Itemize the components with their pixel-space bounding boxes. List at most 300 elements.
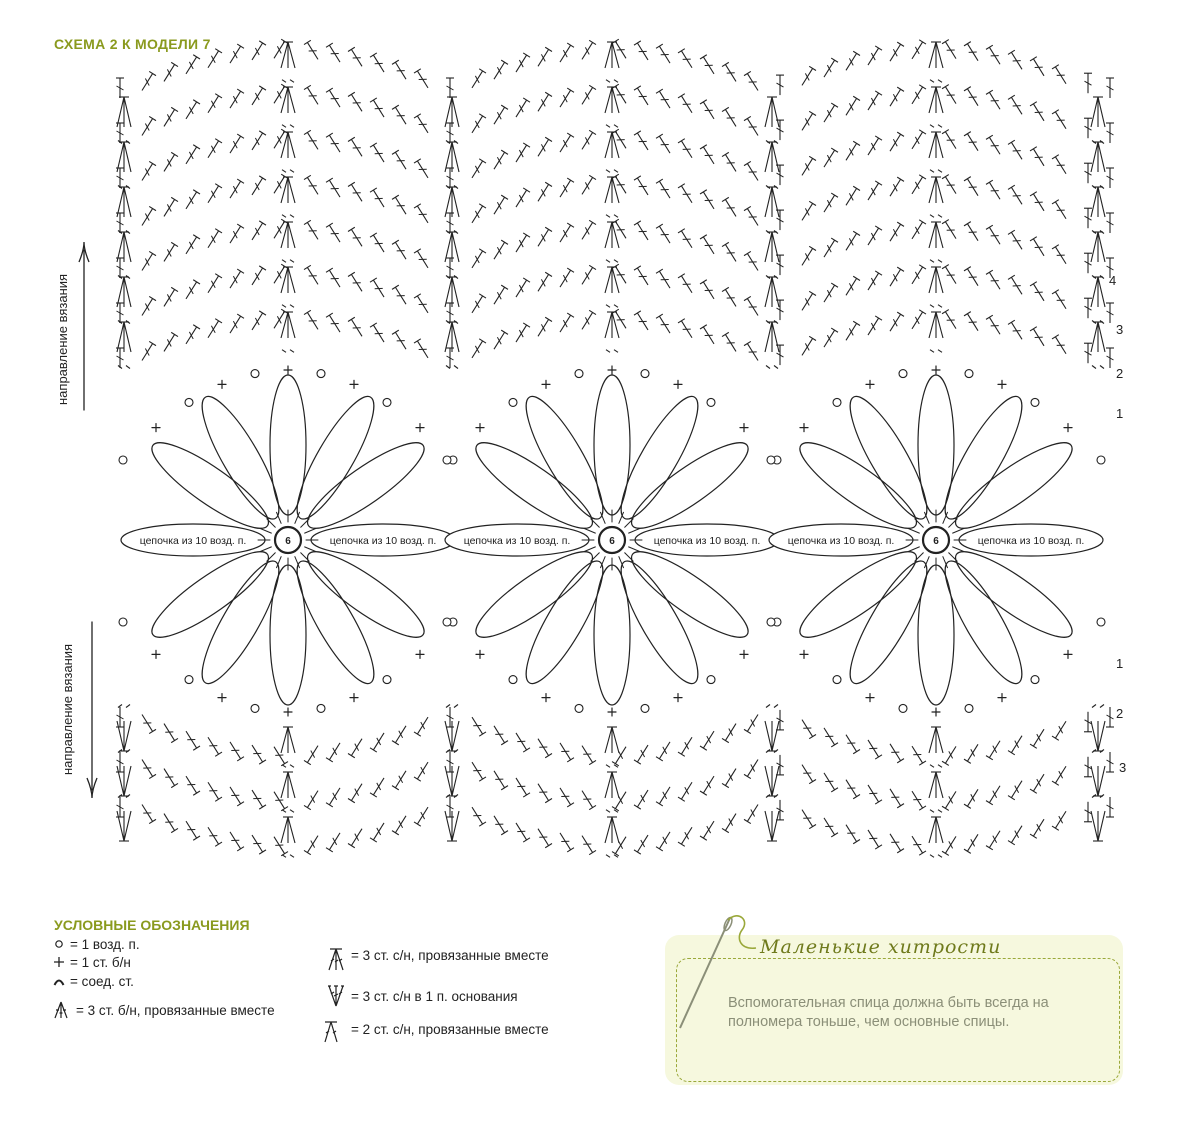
double-crochet (414, 249, 428, 268)
double-crochet (1030, 57, 1044, 76)
double-crochet (722, 107, 736, 126)
row-number-top-1: 1 (1116, 406, 1124, 421)
double-crochet (186, 190, 200, 209)
double-crochet (964, 42, 978, 61)
double-crochet (942, 791, 956, 810)
double-crochet (304, 40, 318, 59)
chain-stitch (899, 370, 907, 378)
double-crochet (348, 829, 362, 848)
double-crochet (1084, 118, 1092, 138)
double-crochet (560, 268, 574, 287)
double-crochet (964, 312, 978, 331)
flower-petal (270, 565, 306, 705)
double-crochet (538, 92, 552, 111)
row-number-top-3: 3 (1116, 322, 1124, 337)
double-crochet (776, 165, 784, 185)
flower-petal (838, 388, 939, 527)
double-crochet (634, 41, 648, 60)
double-crochet (1084, 343, 1092, 363)
double-crochet (142, 251, 156, 270)
double-crochet (744, 715, 758, 734)
double-crochet (890, 222, 904, 241)
single-crochet-icon (52, 955, 66, 969)
chain-stitch (767, 618, 775, 626)
double-crochet (1030, 282, 1044, 301)
double-crochet (612, 747, 626, 766)
double-crochet (912, 130, 926, 149)
double-crochet (656, 89, 670, 108)
double-crochet (414, 69, 428, 88)
ring-stitch (260, 547, 271, 552)
double-crochet (722, 287, 736, 306)
double-crochet (164, 814, 178, 833)
flower-petal (594, 375, 630, 515)
double-crochet (494, 285, 508, 304)
double-crochet (560, 133, 574, 152)
stitch-cluster (445, 795, 459, 842)
stitch-cluster (1091, 277, 1105, 324)
double-crochet (392, 150, 406, 169)
chain-stitch (383, 676, 391, 684)
double-crochet (446, 168, 454, 188)
double-crochet (370, 98, 384, 117)
double-crochet (722, 152, 736, 171)
double-crochet (1008, 826, 1022, 845)
double-crochet (700, 190, 714, 209)
double-crochet (890, 744, 904, 763)
stitch-cluster (605, 132, 619, 172)
double-crochet (612, 792, 626, 811)
double-crochet (1008, 50, 1022, 69)
double-crochet (846, 276, 860, 295)
stitch-cluster (1091, 750, 1105, 797)
legend-slip: = соед. ст. (70, 974, 134, 989)
double-crochet (230, 787, 244, 806)
double-crochet (142, 116, 156, 135)
double-crochet (678, 139, 692, 158)
double-crochet (164, 287, 178, 306)
double-crochet (414, 717, 428, 736)
double-crochet (516, 98, 530, 117)
double-crochet (392, 771, 406, 790)
stitch-cluster (445, 187, 459, 234)
double-crochet (986, 315, 1000, 334)
flower-petal (285, 553, 386, 692)
double-crochet (942, 310, 956, 329)
double-crochet (186, 145, 200, 164)
double-crochet (472, 762, 486, 781)
chain-stitch (641, 704, 649, 712)
center-number: 6 (285, 536, 291, 547)
chain-stitch (833, 398, 841, 406)
double-crochet (890, 42, 904, 61)
double-crochet (700, 100, 714, 119)
stitch-cluster (605, 87, 619, 127)
double-crochet (186, 776, 200, 795)
stitch-cluster (605, 42, 619, 82)
double-crochet (446, 78, 454, 98)
stitch-cluster (929, 727, 943, 767)
chain-loop-label-right: цепочка из 10 возд. п. (977, 535, 1085, 547)
double-crochet (326, 43, 340, 62)
stitch-cluster (765, 322, 779, 369)
double-crochet (890, 267, 904, 286)
double-crochet (252, 745, 266, 764)
double-crochet (1084, 253, 1092, 273)
double-crochet (230, 44, 244, 63)
double-crochet (912, 175, 926, 194)
double-crochet (1052, 155, 1066, 174)
stitch-cluster (281, 177, 295, 217)
double-crochet (186, 325, 200, 344)
double-crochet (392, 105, 406, 124)
double-crochet (472, 807, 486, 826)
double-crochet (1106, 213, 1114, 233)
stitch-cluster (765, 232, 779, 279)
double-crochet (472, 294, 486, 313)
double-crochet (142, 296, 156, 315)
ring-stitch (908, 547, 919, 552)
double-crochet (560, 743, 574, 762)
stitch-cluster (605, 222, 619, 262)
dc3tog-icon (325, 946, 347, 974)
stitch-cluster (929, 87, 943, 127)
double-crochet (304, 836, 318, 855)
double-crochet (516, 733, 530, 752)
double-crochet (348, 137, 362, 156)
row-number-bottom-1: 1 (1116, 656, 1124, 671)
double-crochet (414, 294, 428, 313)
double-crochet (912, 310, 926, 329)
double-crochet (634, 266, 648, 285)
double-crochet (348, 739, 362, 758)
chain-stitch (119, 618, 127, 626)
double-crochet (370, 143, 384, 162)
legend-sc3tog: = 3 ст. б/н, провязанные вместе (76, 1003, 275, 1018)
double-crochet (348, 92, 362, 111)
stitch-cluster (605, 312, 619, 352)
double-crochet (472, 114, 486, 133)
double-crochet (1084, 298, 1092, 318)
double-crochet (326, 178, 340, 197)
chain-stitch (1097, 618, 1105, 626)
double-crochet (1106, 797, 1114, 817)
double-crochet (744, 296, 758, 315)
stitch-cluster (117, 795, 131, 842)
double-crochet (538, 739, 552, 758)
double-crochet (1008, 95, 1022, 114)
double-crochet (208, 184, 222, 203)
double-crochet (326, 223, 340, 242)
double-crochet (142, 760, 156, 779)
double-crochet (1030, 102, 1044, 121)
double-crochet (634, 86, 648, 105)
double-crochet (472, 339, 486, 358)
double-crochet (274, 747, 288, 766)
chain-stitch (251, 370, 259, 378)
double-crochet (1106, 168, 1114, 188)
double-crochet (142, 715, 156, 734)
double-crochet (868, 740, 882, 759)
double-crochet (230, 742, 244, 761)
ring-stitch (584, 529, 595, 534)
double-crochet (370, 823, 384, 842)
double-crochet (1008, 736, 1022, 755)
stitch-cluster (445, 277, 459, 324)
chain-loop-label-right: цепочка из 10 возд. п. (329, 535, 437, 547)
chain-stitch (707, 676, 715, 684)
double-crochet (446, 258, 454, 278)
double-crochet (142, 161, 156, 180)
ring-stitch (305, 547, 316, 552)
double-crochet (964, 267, 978, 286)
double-crochet (722, 724, 736, 743)
double-crochet (656, 787, 670, 806)
double-crochet (164, 242, 178, 261)
double-crochet (912, 220, 926, 239)
stitch-cluster (445, 750, 459, 797)
double-crochet (942, 40, 956, 59)
double-crochet (986, 270, 1000, 289)
double-crochet (582, 40, 596, 59)
double-crochet (656, 134, 670, 153)
stitch-cluster (117, 97, 131, 144)
flower-petal (514, 553, 615, 692)
double-crochet (230, 314, 244, 333)
double-crochet (656, 314, 670, 333)
sc3tog-icon (52, 1000, 70, 1022)
row-number-bottom-2: 2 (1116, 706, 1124, 721)
double-crochet (634, 176, 648, 195)
double-crochet (304, 265, 318, 284)
double-crochet (678, 94, 692, 113)
double-crochet (186, 100, 200, 119)
stitch-cluster (445, 142, 459, 189)
stitch-cluster (1091, 97, 1105, 144)
double-crochet (776, 345, 784, 365)
double-crochet (634, 745, 648, 764)
double-crochet (868, 830, 882, 849)
double-crochet (744, 251, 758, 270)
double-crochet (678, 229, 692, 248)
double-crochet (1106, 78, 1114, 98)
double-crochet (560, 788, 574, 807)
double-crochet (986, 225, 1000, 244)
double-crochet (348, 784, 362, 803)
double-crochet (326, 743, 340, 762)
legend-dc3tog: = 3 ст. с/н, провязанные вместе (351, 948, 549, 963)
double-crochet (304, 791, 318, 810)
diagram-title: СХЕМА 2 К МОДЕЛИ 7 (54, 36, 211, 52)
double-crochet (142, 805, 156, 824)
double-crochet (912, 746, 926, 765)
double-crochet (582, 220, 596, 239)
double-crochet (912, 85, 926, 104)
double-crochet (560, 833, 574, 852)
double-crochet (1008, 320, 1022, 339)
double-crochet (824, 328, 838, 347)
stitch-cluster (1091, 142, 1105, 189)
double-crochet (446, 303, 454, 323)
double-crochet (326, 133, 340, 152)
stitch-cluster (281, 222, 295, 262)
flower-petal (285, 388, 386, 527)
double-crochet (208, 827, 222, 846)
double-crochet (868, 271, 882, 290)
double-crochet (700, 776, 714, 795)
double-crochet (516, 323, 530, 342)
double-crochet (252, 790, 266, 809)
double-crochet (1106, 707, 1114, 727)
double-crochet (1030, 327, 1044, 346)
chain-loop-label-left: цепочка из 10 возд. п. (787, 535, 895, 547)
double-crochet (494, 816, 508, 835)
double-crochet (964, 132, 978, 151)
double-crochet (744, 71, 758, 90)
chain-stitch (965, 370, 973, 378)
double-crochet (700, 145, 714, 164)
double-crochet (116, 78, 124, 98)
double-crochet (824, 283, 838, 302)
double-crochet (824, 148, 838, 167)
double-crochet (370, 53, 384, 72)
double-crochet (656, 224, 670, 243)
double-crochet (868, 46, 882, 65)
double-crochet (722, 332, 736, 351)
double-crochet (1052, 65, 1066, 84)
double-crochet (392, 330, 406, 349)
double-crochet (230, 179, 244, 198)
double-crochet (326, 268, 340, 287)
double-crochet (414, 762, 428, 781)
stitch-cluster (605, 267, 619, 307)
chain-stitch (575, 704, 583, 712)
stitch-cluster (1091, 705, 1105, 752)
double-crochet (912, 40, 926, 59)
legend-sc: = 1 ст. б/н (70, 955, 131, 970)
double-crochet (700, 821, 714, 840)
double-crochet (700, 235, 714, 254)
double-crochet (252, 311, 266, 330)
stitch-cluster (445, 322, 459, 369)
double-crochet (472, 717, 486, 736)
double-crochet (252, 131, 266, 150)
double-crochet (890, 312, 904, 331)
double-crochet (252, 835, 266, 854)
legend-chain: = 1 возд. п. (70, 937, 140, 952)
double-crochet (164, 107, 178, 126)
stitch-cluster (1091, 187, 1105, 234)
double-crochet (722, 242, 736, 261)
double-crochet (776, 120, 784, 140)
stitch-cluster (281, 267, 295, 307)
double-crochet (964, 87, 978, 106)
double-crochet (722, 62, 736, 81)
double-crochet (824, 58, 838, 77)
double-crochet (722, 197, 736, 216)
stitch-cluster (765, 277, 779, 324)
double-crochet (1106, 348, 1114, 368)
stitch-cluster (445, 232, 459, 279)
double-crochet (912, 791, 926, 810)
double-crochet (472, 249, 486, 268)
double-crochet (1084, 73, 1092, 93)
double-crochet (890, 132, 904, 151)
legend-dc3in1: = 3 ст. с/н в 1 п. основания (351, 989, 518, 1004)
double-crochet (868, 226, 882, 245)
double-crochet (274, 792, 288, 811)
chain-stitch (443, 618, 451, 626)
ring-stitch (260, 529, 271, 534)
flower-petal (918, 565, 954, 705)
double-crochet (986, 45, 1000, 64)
double-crochet (846, 321, 860, 340)
double-crochet (494, 195, 508, 214)
slip-stitch-icon (52, 974, 66, 988)
stitch-cluster (281, 312, 295, 352)
flower-petal (594, 565, 630, 705)
double-crochet (582, 310, 596, 329)
chain-stitch (509, 398, 517, 406)
double-crochet (582, 175, 596, 194)
double-crochet (1008, 230, 1022, 249)
double-crochet (1008, 781, 1022, 800)
double-crochet (582, 746, 596, 765)
stitch-cluster (1091, 232, 1105, 279)
double-crochet (634, 311, 648, 330)
double-crochet (208, 94, 222, 113)
double-crochet (304, 85, 318, 104)
double-crochet (846, 780, 860, 799)
double-crochet (942, 220, 956, 239)
double-crochet (494, 240, 508, 259)
double-crochet (230, 832, 244, 851)
double-crochet (472, 159, 486, 178)
double-crochet (678, 737, 692, 756)
double-crochet (392, 195, 406, 214)
stitch-cluster (117, 277, 131, 324)
double-crochet (744, 206, 758, 225)
stitch-cluster (281, 42, 295, 82)
double-crochet (824, 193, 838, 212)
center-number: 6 (609, 536, 615, 547)
double-crochet (656, 742, 670, 761)
row-number-top-4: 4 (1109, 273, 1117, 288)
double-crochet (560, 43, 574, 62)
double-crochet (678, 827, 692, 846)
double-crochet (700, 280, 714, 299)
double-crochet (538, 137, 552, 156)
double-crochet (802, 765, 816, 784)
double-crochet (582, 791, 596, 810)
double-crochet (370, 233, 384, 252)
double-crochet (986, 90, 1000, 109)
row-number-top-2: 2 (1116, 366, 1124, 381)
double-crochet (208, 737, 222, 756)
double-crochet (516, 53, 530, 72)
double-crochet (744, 805, 758, 824)
double-crochet (326, 313, 340, 332)
double-crochet (634, 835, 648, 854)
double-crochet (472, 69, 486, 88)
double-crochet (1008, 140, 1022, 159)
double-crochet (348, 227, 362, 246)
chain-stitch (119, 456, 127, 464)
double-crochet (634, 221, 648, 240)
double-crochet (1030, 147, 1044, 166)
double-crochet (370, 778, 384, 797)
double-crochet (612, 837, 626, 856)
